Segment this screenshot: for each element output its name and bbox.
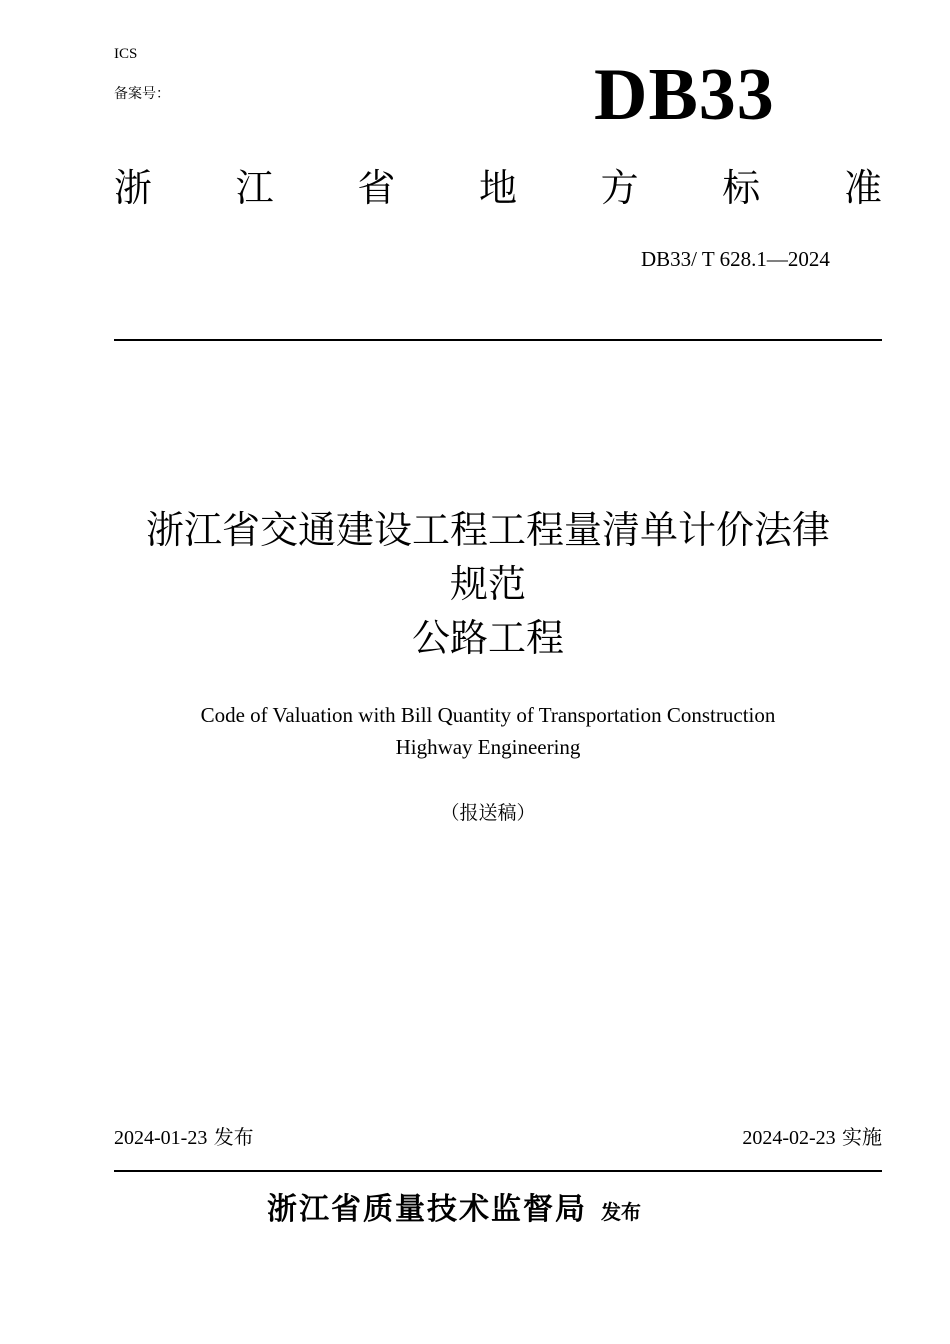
standard-type-char: 江: [235, 166, 274, 210]
implementation-date-label: 实施: [842, 1125, 882, 1149]
issue-date: [114, 1121, 254, 1150]
standard-type-char: 省: [357, 166, 396, 210]
filing-number-label: 备案号：: [114, 86, 170, 102]
document-title: [0, 503, 950, 665]
implementation-date-value: 2024-02-23: [742, 1127, 836, 1149]
english-title: [0, 699, 950, 763]
standard-type-char: 地: [478, 166, 517, 210]
issue-date-label: 发布: [213, 1125, 254, 1149]
publisher-name: 浙江省质量技术监督局: [267, 1192, 587, 1227]
publisher: [267, 1184, 641, 1228]
standard-type-char: 浙: [114, 166, 153, 210]
title-line: 浙江省交通建设工程工程量清单计价法律: [145, 508, 830, 552]
draft-status: （报送稿）: [440, 802, 536, 824]
english-title-line: Highway Engineering: [395, 735, 581, 759]
title-line: 公路工程: [411, 616, 564, 660]
bottom-divider: [114, 1170, 882, 1172]
standard-type-char: 标: [722, 166, 761, 210]
implementation-date: [742, 1121, 882, 1150]
top-divider: [114, 339, 882, 341]
english-title-line: Code of Valuation with Bill Quantity of Transportation Construction: [200, 703, 776, 727]
issue-date-value: 2024-01-23: [114, 1127, 208, 1149]
standard-type-heading: [114, 168, 882, 210]
standard-number: DB33/ T 628.1—2024: [641, 247, 830, 271]
ics-label: ICS: [114, 46, 138, 62]
standard-type-char: 方: [600, 166, 639, 210]
publisher-suffix: 发布: [601, 1200, 641, 1224]
db33-logo: DB33: [594, 54, 775, 136]
standard-type-char: 准: [843, 166, 882, 210]
title-line: 规范: [449, 562, 526, 606]
